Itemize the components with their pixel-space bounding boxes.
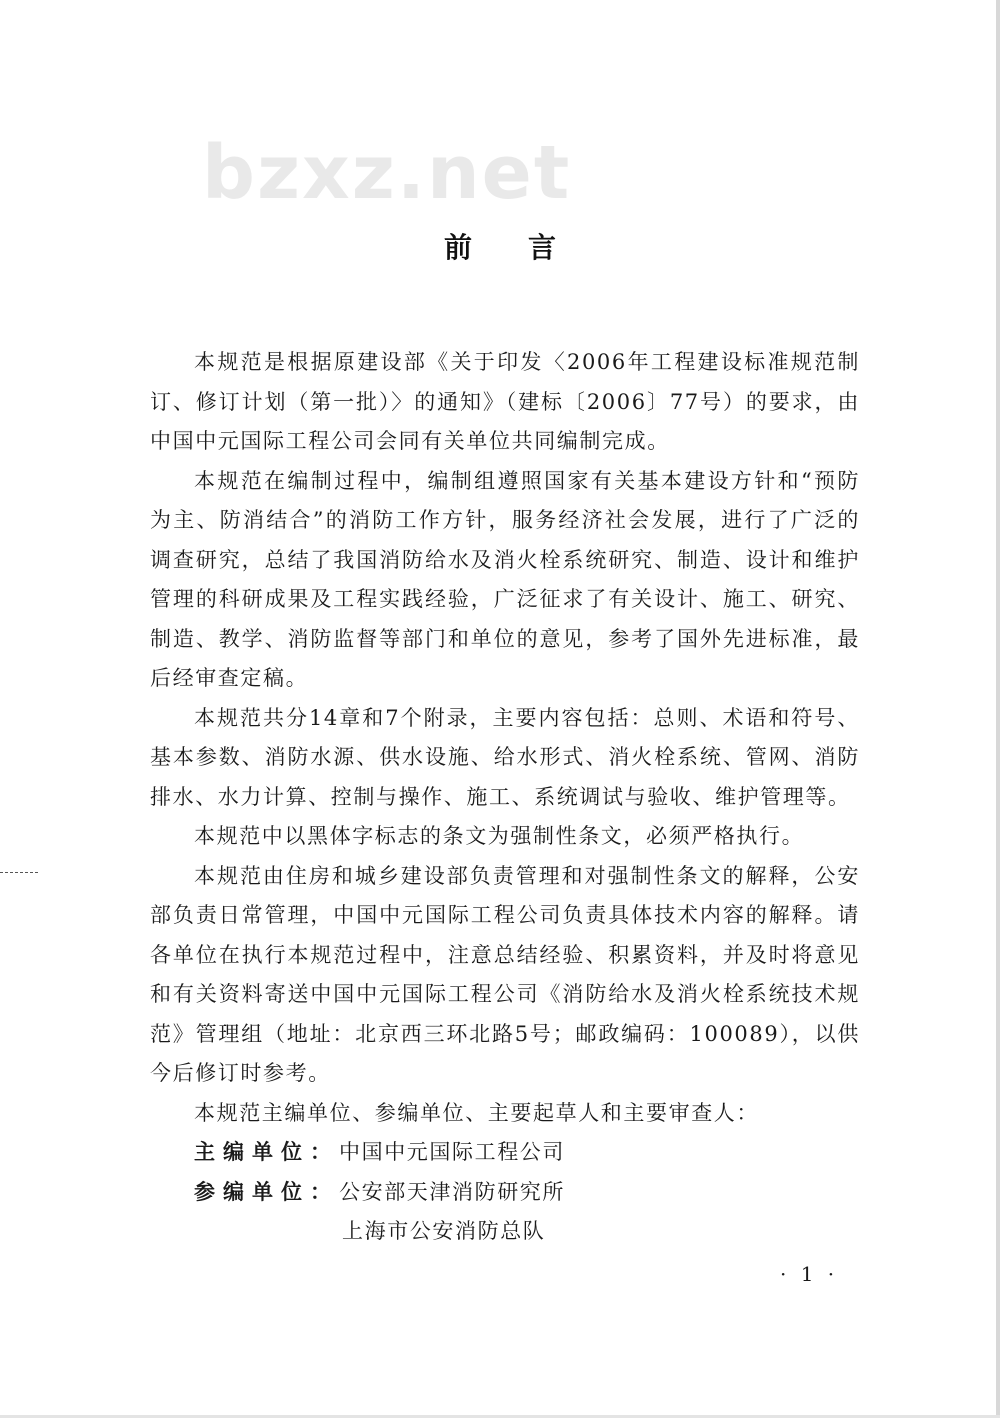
participating-unit-value: 上海市公安消防总队	[342, 1219, 546, 1243]
participating-unit-value: 公安部天津消防研究所	[339, 1179, 565, 1204]
paragraph: 本规范由住房和城乡建设部负责管理和对强制性条文的解释，公安部负责日常管理，中国中元国际工程公司负责具体技术内容的解释。请各单位在执行本规范过程中，注意总结经验、积累资料，并及时将意见和有关资料寄送中国中元国际工程公司《消防给水及消火栓系统技术规范》管理组（地址：北京西三环北路5号；邮政编码：100089），以供今后修订时参考。	[150, 863, 860, 1085]
paragraph: 本规范主编单位、参编单位、主要起草人和主要审查人：	[194, 1100, 759, 1125]
margin-mark	[0, 872, 38, 873]
paragraph: 本规范共分14章和7个附录，主要内容包括：总则、术语和符号、基本参数、消防水源、供水设施、给水形式、消火栓系统、管网、消防排水、水力计算、控制与操作、施工、系统调试与验收、维护管理等。	[150, 705, 860, 809]
chief-unit-value: 中国中元国际工程公司	[339, 1140, 565, 1164]
paragraph: 本规范在编制过程中，编制组遵照国家有关基本建设方针和“预防为主、防消结合”的消防工作方针，服务经济社会发展，进行了广泛的调查研究，总结了我国消防给水及消火栓系统研究、制造、设计和维护管理的科研成果及工程实践经验，广泛征求了有关设计、施工、研究、制造、教学、消防监督等部门和单位的意见，参考了国外先进标准，最后经审查定稿。	[150, 468, 860, 690]
watermark: bzxz.net	[202, 130, 572, 216]
document-body	[150, 343, 860, 1252]
paragraph: 本规范是根据原建设部《关于印发〈2006年工程建设标准规范制订、修订计划（第一批）〉的通知》（建标〔2006〕77号）的要求，由中国中元国际工程公司会同有关单位共同编制完成。	[150, 350, 860, 453]
paragraph: 本规范中以黑体字标志的条文为强制性条文，必须严格执行。	[194, 824, 805, 848]
participating-unit-label: 参编单位：	[194, 1179, 339, 1204]
participating-unit-line	[150, 1212, 860, 1252]
chief-unit-label: 主编单位：	[194, 1140, 339, 1164]
page-number: · 1 ·	[780, 1262, 839, 1286]
page-title: 前言	[443, 231, 612, 264]
page-edge	[996, 0, 1000, 1418]
chief-unit-line	[150, 1133, 860, 1173]
participating-unit-line	[150, 1173, 860, 1213]
